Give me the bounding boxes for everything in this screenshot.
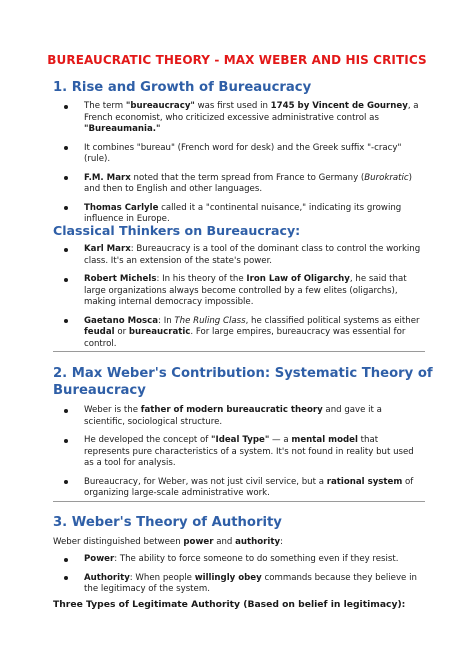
list-item: The term "bureaucracy" was first used in 1745 by Vincent de Gourney, a French economist, who criticized excessive administrative control as "Bureaumania." <box>53 101 425 136</box>
rise-growth-list <box>53 101 425 233</box>
bullet-icon <box>64 278 68 282</box>
bullet-icon <box>64 439 68 443</box>
document-title: BUREAUCRATIC THEORY - MAX WEBER AND HIS CRITICS <box>47 53 427 67</box>
weber-contribution-list <box>53 405 425 507</box>
bullet-icon <box>64 409 68 413</box>
list-item: Karl Marx: Bureaucracy is a tool of the dominant class to control the working class. It's an extension of the state's power. <box>53 244 425 267</box>
section-divider <box>53 351 425 352</box>
authority-intro-text: Weber distinguished between power and authority: <box>53 537 283 547</box>
bullet-icon <box>64 248 68 252</box>
bullet-icon <box>64 480 68 484</box>
legitimate-authority-subheading: Three Types of Legitimate Authority (Based on belief in legitimacy): <box>53 599 406 610</box>
bullet-icon <box>64 576 68 580</box>
list-item: Robert Michels: In his theory of the Iron Law of Oligarchy, he said that large organizations always become controlled by a few elites (oligarchs), making internal democracy impossible. <box>53 274 425 309</box>
list-item: Gaetano Mosca: In The Ruling Class, he classified political systems as either feudal or bureaucratic. For large empires, bureaucracy was essential for control. <box>53 316 425 351</box>
classical-thinkers-list <box>53 244 425 357</box>
bullet-icon <box>64 206 68 210</box>
section-heading-rise-growth: 1. Rise and Growth of Bureaucracy <box>53 80 312 95</box>
list-item: It combines "bureau" (French word for desk) and the Greek suffix "-cracy" (rule). <box>53 143 425 166</box>
authority-list <box>53 554 425 603</box>
bullet-icon <box>64 176 68 180</box>
list-item: Thomas Carlyle called it a "continental nuisance," indicating its growing influence in Europe. <box>53 203 425 226</box>
section-heading-classical-thinkers: Classical Thinkers on Bureaucracy: <box>53 223 301 238</box>
bullet-icon <box>64 319 68 323</box>
section-divider <box>53 501 425 502</box>
list-item: Bureaucracy, for Weber, was not just civil service, but a rational system of organizing large-scale administrative work. <box>53 477 425 500</box>
list-item: F.M. Marx noted that the term spread from France to Germany (Burokratic) and then to English and other languages. <box>53 173 425 196</box>
list-item: Authority: When people willingly obey commands because they believe in the legitimacy of the system. <box>53 573 425 596</box>
section-heading-weber-contribution: 2. Max Weber's Contribution: Systematic Theory of Bureaucracy <box>53 366 433 398</box>
section-heading-weber-authority: 3. Weber's Theory of Authority <box>53 515 282 530</box>
list-item: Weber is the father of modern bureaucratic theory and gave it a scientific, sociological structure. <box>53 405 425 428</box>
bullet-icon <box>64 105 68 109</box>
list-item: Power: The ability to force someone to do something even if they resist. <box>53 554 425 566</box>
list-item: He developed the concept of "Ideal Type" — a mental model that represents pure characteristics of a system. It's not found in reality but used as a tool for analysis. <box>53 435 425 470</box>
bullet-icon <box>64 558 68 562</box>
bullet-icon <box>64 146 68 150</box>
